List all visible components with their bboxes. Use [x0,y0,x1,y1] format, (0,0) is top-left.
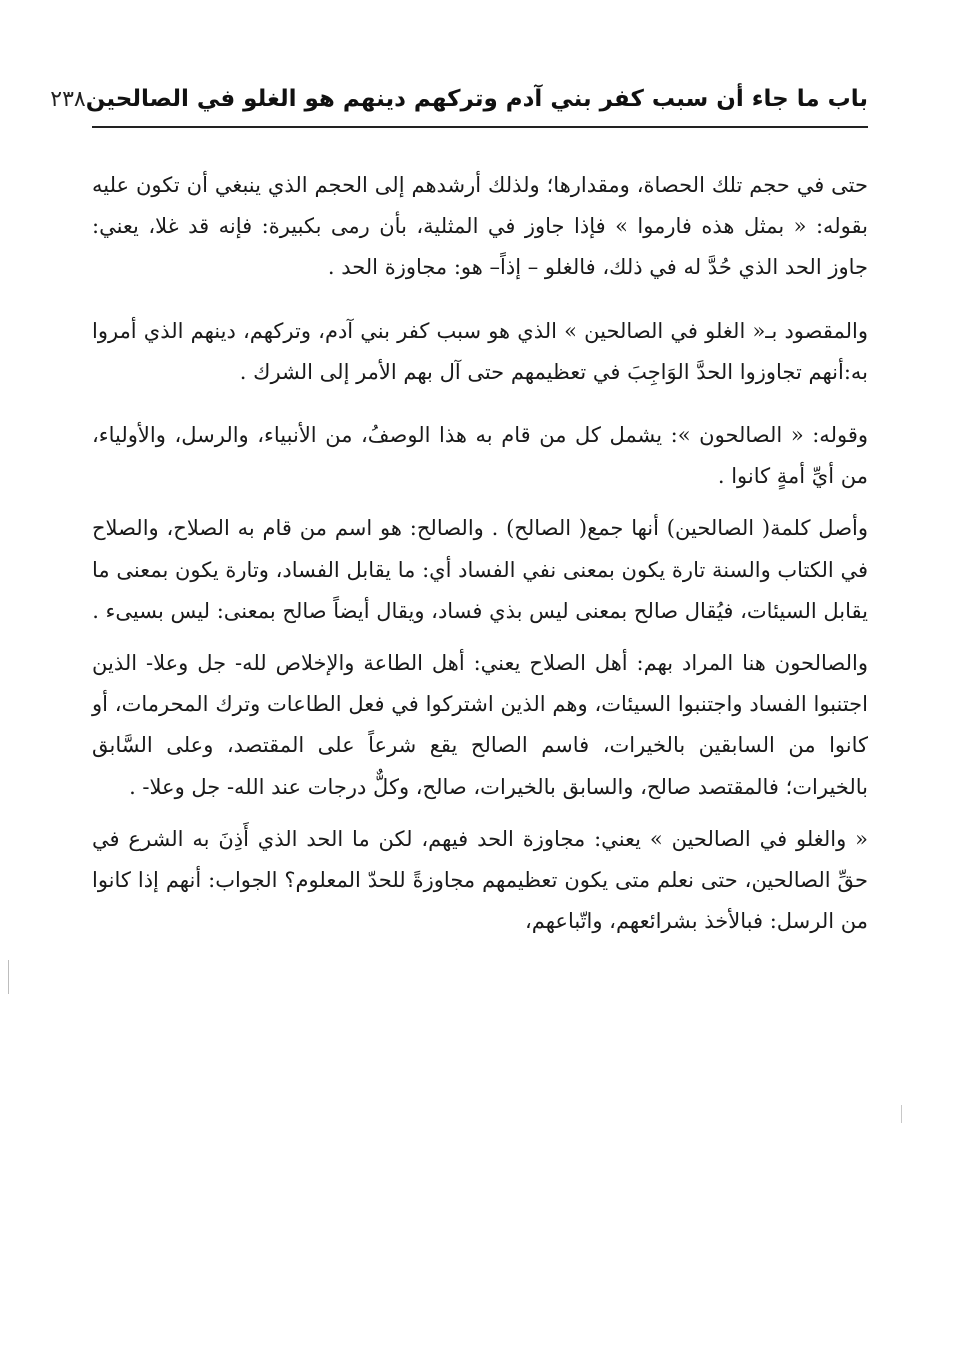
scan-artifact-line [901,1105,902,1123]
paragraph-2: والمقصود بـ« الغلو في الصالحين » الذي هو سبب كفر بني آدم، وتركهم، دينهم الذي أمروا به:أنهم تجاوزوا الحدَّ الوَاجِبَ في تعظيمهم حتى آل بهم الأمر إلى الشرك . [92,318,868,384]
page-number: ٢٣٨ [50,86,86,112]
body-text [92,165,868,953]
chapter-title: باب ما جاء أن سبب كفر بني آدم وتركهم دينهم هو الغلو في الصالحين [85,86,868,112]
paragraph-5: والصالحون هنا المراد بهم: أهل الصلاح يعني: أهل الطاعة والإخلاص لله- جل وعلا- الذين اجتنبوا الفساد واجتنبوا السيئات، وهم الذين اشتركوا في فعل الطاعات وترك المحرمات، أو كانوا من السابقين بالخيرات، فاسم الصالح يقع شرعاً على المقتصد، وعلى السَّابق بالخيرات؛ فالمقتصد صالح، والسابق بالخيرات، صالح، وكلٌّ درجات عند الله- جل وعلا- . [92,651,868,799]
scan-artifact-line [8,960,9,994]
header-rule [92,126,868,128]
page-header [50,80,868,118]
paragraph-3: وقوله: « الصالحون »: يشمل كل من قام به هذا الوصفُ، من الأنبياء، والرسل، والأولياء، من أيِّ أمةٍ كانوا . [92,423,868,489]
paragraph-1: حتى في حجم تلك الحصاة، ومقدارها؛ ولذلك أرشدهم إلى الحجم الذي ينبغي أن تكون عليه بقوله: « بمثل هذه فارموا » فإذا جاوز في المثلية، بأن رمى بكبيرة: فإنه قد غلا، يعني: جاوز الحد الذي حُدَّ له في ذلك، فالغلو – إذاً– هو: مجاوزة الحد . [92,173,868,280]
paragraph-4: وأصل كلمة( الصالحين) أنها جمع( الصالح) . والصالح: هو اسم من قام به الصلاح، والصلاح في الكتاب والسنة تارة يكون بمعنى نفي الفساد أي: ما يقابل الفساد، وتارة يكون بمعنى ما يقابل السيئات، فيُقال صالح بمعنى ليس بذي فساد، ويقال أيضاً صالح بمعنى: ليس بسيىء . [92,516,868,623]
paragraph-6: « والغلو في الصالحين » يعني: مجاوزة الحد فيهم، لكن ما الحد الذي أَذِنَ به الشرع في حقِّ الصالحين، حتى نعلم متى يكون تعظيمهم مجاوزةً للحدّ المعلوم؟ الجواب: أنهم إذا كانوا من الرسل: فبالأخذ بشرائعهم، واتّباعهم، [92,826,868,934]
